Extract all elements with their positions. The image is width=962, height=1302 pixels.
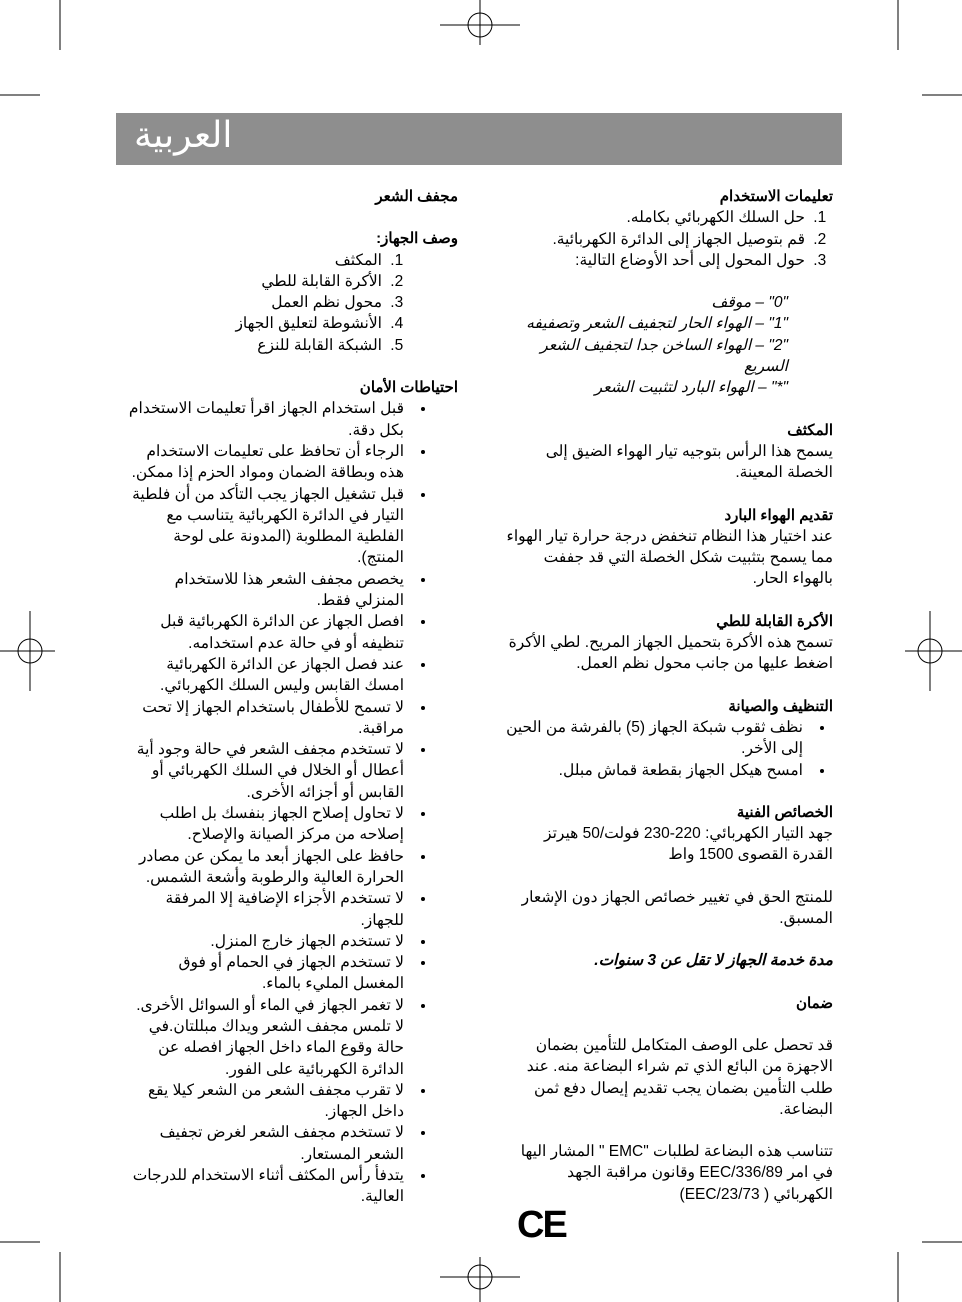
warranty-text: قد تحصل على الوصف المتكامل للتأمين بضمان الاجهزة من البائع الذي تم شراء البضاعة منه. عند طلب التأمين بضمان يجب تقديم إيصال دفع ثمن البضاعة. [526, 1036, 833, 1118]
left-column [128, 186, 458, 1208]
cleaning-item: • امسح هيكل الجهاز بقطعة قماش مبلل. [505, 760, 809, 781]
ce-mark-logo: CE [517, 1203, 566, 1246]
usage-heading: تعليمات الاستخدام [719, 188, 833, 205]
language-header-band [116, 113, 842, 165]
safety-item: • لا تستخدم مجفف الشعر في حالة وجود أية أعطال أو الخلال في السلك الكهربائي أو القابس أو أجزائه الأخرى. [128, 739, 410, 803]
cleaning-list [505, 717, 833, 781]
specs-heading: الخصائص الفنية [736, 803, 833, 821]
safety-list [128, 398, 458, 1207]
usage-step: 1. حل السلك الكهربائي بكامله. [505, 207, 809, 228]
part-item: 5. الشبكة القابلة للنزع [128, 335, 386, 356]
safety-item: • لا تقرب مجفف الشعر من الشعر كيلا يقع داخل الجهاز. [128, 1080, 410, 1123]
cleaning-heading: التنظيف والصيانة [728, 697, 833, 715]
mode-item: "1" – الهواء الحار لتجفيف الشعر وتصفيفه [526, 315, 788, 333]
safety-heading: احتياطات الأمان [359, 379, 458, 397]
safety-item: • يتدفأ رأس المكثف أثناء الاستخدام للدرجات العالية. [128, 1165, 410, 1208]
safety-item: • يخصص مجفف الشعر هذا للاستخدام المنزلي فقط. [128, 569, 410, 612]
safety-item: • لا تستخدم مجفف الشعر لغرض تجفيف الشعر المستعار. [128, 1122, 410, 1165]
safety-item: • افصل الجهاز عن الدائرة الكهربائية قبل تنظيفه أو في حالة عدم استخدامه. [128, 611, 410, 654]
service-life: مدة خدمة الجهاز لا تقل عن 3 سنوات. [594, 952, 833, 970]
part-item: 2. الأكرة القابلة للطي [128, 271, 386, 292]
safety-item: • لا تحاول إصلاح الجهاز بنفسك بل اطلب إصلاحه من مركز الصيانة والإصلاح. [128, 803, 410, 846]
safety-item: • لا تستخدم الجهاز في الحمام أو فوق المغسل المليء بالماء. [128, 952, 410, 995]
safety-item: • لا تسمح للأطفال باستخدام الجهاز إلا تحت مراقبة. [128, 697, 410, 740]
mode-item: "*" – الهواء البارد لتثبيت الشعر [594, 379, 788, 397]
cool-air-heading: تقديم الهواء البارد [724, 506, 833, 524]
safety-item: • قبل استخدام الجهاز اقرأ تعليمات الاستخدام بكل دقة. [128, 398, 410, 441]
usage-steps [505, 207, 833, 271]
safety-item: • لا تستخدم الأجزاء الإضافية إلا المرفقة للجهاز. [128, 888, 410, 931]
mode-list [505, 292, 833, 398]
usage-step: 2. قم بتوصيل الجهاز إلى الدائرة الكهربائية. [505, 229, 809, 250]
mode-item: "0" – موقف [711, 294, 788, 312]
usage-step: 3. حول المحول إلى أحد الأوضاع التالية: [505, 250, 809, 271]
language-title: العربية [134, 115, 233, 156]
part-item: 3. محول نظم العمل [128, 292, 386, 313]
part-item: 4. الأنشوطة لتعليق الجهاز [128, 313, 386, 334]
safety-item: • لا تستخدم الجهاز خارج المنزل. [128, 931, 410, 952]
mode-item: "2" – الهواء الساخن جدا لتجفيف الشعر السريع [540, 336, 788, 376]
emc-text: تتناسب هذه البضاعة لطلبات "EMC " المشار اليها في امر EEC/336/89 وقانون مراقبة الجهد الكهربائي ( EEC/23/73) [520, 1143, 833, 1203]
description-heading: وصف الجهاز: [376, 230, 458, 248]
spec-line: القدرة القصوى 1500 واط [668, 846, 833, 864]
parts-list [128, 250, 458, 356]
safety-item: • قبل تشغيل الجهاز يجب التأكد من أن فلطية التيار في الدائرة الكهربائية يتناسب مع الفلطية المطلوبة (المدونة على لوحة المنتج). [128, 484, 410, 569]
spec-line: جهد التيار الكهربائي: 220-230 فولت/50 هيرتز [544, 825, 833, 843]
safety-item: • الرجاء أن تحافظ على تعليمات الاستخدام هذه وبطاقة الضمان ومواد الحزم إذا ممكن. [128, 441, 410, 484]
cleaning-item: • نظف ثقوب شبكة الجهاز (5) بالفرشة من الحين إلى الأخر. [505, 717, 809, 760]
handle-heading: الأكرة القابلة للطي [716, 612, 833, 630]
product-title: مجفف الشعر [375, 188, 458, 205]
concentrator-heading: المكثف [787, 421, 833, 439]
cool-air-text: عند اختيار هذا النظام تنخفض درجة حرارة تيار الهواء مما يسمح بتثبيت شكل الخصلة التي قد جففت بالهواء الحار. [506, 527, 833, 588]
handle-text: تسمح هذه الأكرة بتحميل الجهاز المريح. لطي الأكرة اضغط عليها من جانب محول نظم العمل. [508, 634, 833, 673]
specs-note: للمنتج الحق في تغيير خصائص الجهاز دون الإشعار المسبق. [521, 888, 833, 928]
safety-item: • حافظ على الجهاز أبعد ما يمكن عن مصادر الحرارة العالية والرطوبة وأشعة الشمس. [128, 846, 410, 889]
concentrator-text: يسمح هذا الرأس بتوجيه تيار الهواء الضيق إلى الخصلة المعينة. [545, 442, 833, 482]
right-column [505, 186, 833, 1245]
safety-item: • عند فصل الجهاز عن الدائرة الكهربائية امسك القابس وليس السلك الكهربائي. [128, 654, 410, 697]
warranty-heading: ضمان [796, 994, 833, 1012]
part-item: 1. المكثف [128, 250, 386, 271]
safety-item: • لا تغمر الجهاز في الماء أو السوائل الأخرى. لا تلمس مجفف الشعر ويداك مبللتان.في حالة وقوع الماء داخل الجهاز افصله عن الدائرة الكهربائية على الفور. [128, 995, 410, 1080]
